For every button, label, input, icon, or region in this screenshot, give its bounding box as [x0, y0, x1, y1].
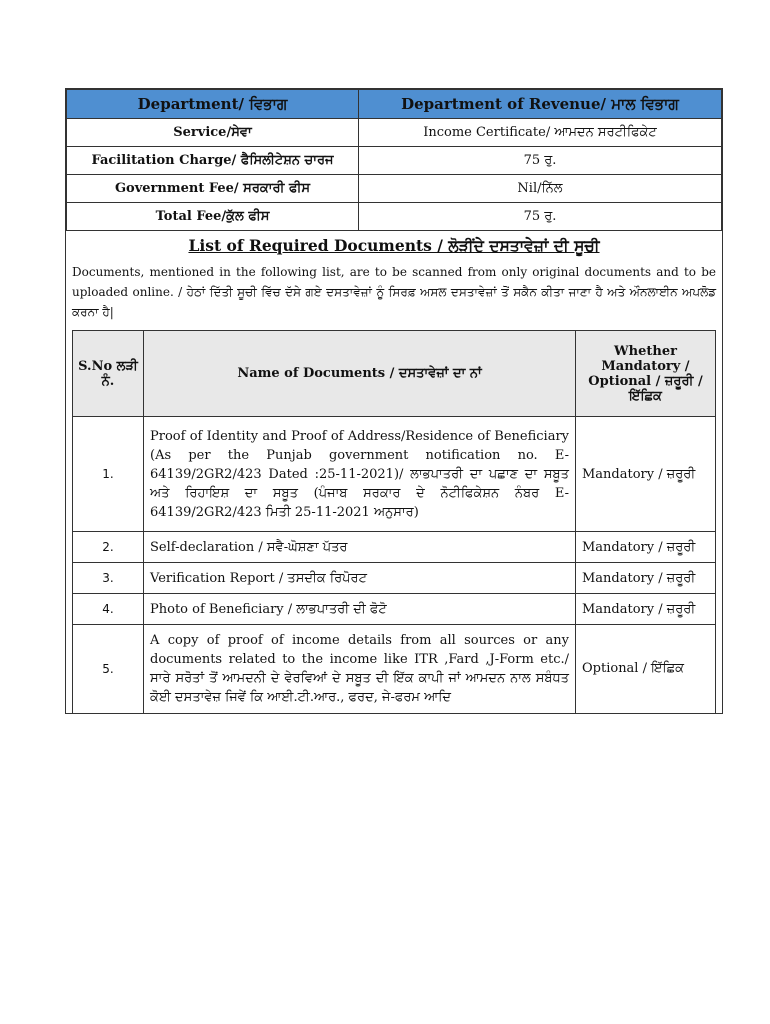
row-status: Optional / ਇੱਛਿਕ — [576, 625, 716, 713]
row-sno: 5. — [73, 625, 144, 713]
row-document-name: Photo of Beneficiary / ਲਾਭਪਾਤਰੀ ਦੀ ਫੋਟੋ — [144, 594, 576, 625]
total-fee-value: 75 ਰੁ. — [359, 203, 722, 231]
instructions-note: Documents, mentioned in the following list, are to be scanned from only original documents and to be uploaded online. / ਹੇਠਾਂ ਦਿੱਤੀ ਸੂਚੀ ਵਿੱਚ ਦੱਸੇ ਗਏ ਦਸਤਾਵੇਜ਼ਾਂ ਨੂੰ ਸਿਰਫ਼ ਅਸਲ ਦਸਤਾਵੇਜ਼ਾਂ ਤੋਂ ਸਕੈਨ ਕੀਤਾ ਜਾਣਾ ਹੈ ਅਤੇ ਔਨਲਾਈਨ ਅਪਲੋਡ ਕਰਨਾ ਹੈ| — [72, 265, 716, 319]
total-fee-label: Total Fee/ਕੁੱਲ ਫੀਸ — [67, 203, 359, 231]
row-status: Mandatory / ਜ਼ਰੂਰੀ — [576, 594, 716, 625]
sno-header: S.No ਲੜੀ ਨੰ. — [73, 331, 144, 417]
row-sno: 3. — [73, 563, 144, 594]
documents-header-row — [73, 331, 716, 417]
government-fee-value: Nil/ਨਿੱਲ — [359, 175, 722, 203]
service-value: Income Certificate/ ਆਮਦਨ ਸਰਟੀਫਿਕੇਟ — [359, 119, 722, 147]
table-row — [73, 532, 716, 563]
service-info-table — [66, 89, 722, 231]
row-sno: 2. — [73, 532, 144, 563]
row-sno: 1. — [73, 417, 144, 532]
info-row-facilitation — [67, 147, 722, 175]
department-value: Department of Revenue/ ਮਾਲ ਵਿਭਾਗ — [359, 90, 722, 119]
department-label: Department/ ਵਿਭਾਗ — [67, 90, 359, 119]
info-row-service — [67, 119, 722, 147]
row-sno: 4. — [73, 594, 144, 625]
service-label: Service/ਸੇਵਾ — [67, 119, 359, 147]
table-row — [73, 563, 716, 594]
table-row — [73, 625, 716, 713]
facilitation-charge-value: 75 ਰੁ. — [359, 147, 722, 175]
documents-table — [72, 330, 716, 713]
table-row — [73, 417, 716, 532]
row-document-name: Self-declaration / ਸਵੈ-ਘੋਸ਼ਣਾ ਪੱਤਰ — [144, 532, 576, 563]
row-status: Mandatory / ਜ਼ਰੂਰੀ — [576, 417, 716, 532]
header-row — [67, 90, 722, 119]
table-row — [73, 594, 716, 625]
row-status: Mandatory / ਜ਼ਰੂਰੀ — [576, 532, 716, 563]
info-row-total-fee — [67, 203, 722, 231]
document-name-header: Name of Documents / ਦਸਤਾਵੇਜ਼ਾਂ ਦਾ ਨਾਂ — [144, 331, 576, 417]
row-document-name: Proof of Identity and Proof of Address/Residence of Beneficiary (As per the Punjab government notification no. E-64139/2GR2/423 Dated :25-11-2021)/ ਲਾਭਪਾਤਰੀ ਦਾ ਪਛਾਣ ਦਾ ਸਬੂਤ ਅਤੇ ਰਿਹਾਇਸ਼ ਦਾ ਸਬੂਤ (ਪੰਜਾਬ ਸਰਕਾਰ ਦੇ ਨੋਟੀਫਿਕੇਸ਼ਨ ਨੰਬਰ E-64139/2GR2/423 ਮਿਤੀ 25-11-2021 ਅਨੁਸਾਰ) — [144, 417, 576, 532]
facilitation-charge-label: Facilitation Charge/ ਫੈਸਿਲੀਟੇਸ਼ਨ ਚਾਰਜ — [67, 147, 359, 175]
row-status: Mandatory / ਜ਼ਰੂਰੀ — [576, 563, 716, 594]
fee-details-frame — [65, 88, 723, 714]
row-document-name: Verification Report / ਤਸਦੀਕ ਰਿਪੋਰਟ — [144, 563, 576, 594]
government-fee-label: Government Fee/ ਸਰਕਾਰੀ ਫੀਸ — [67, 175, 359, 203]
info-row-government-fee — [67, 175, 722, 203]
required-documents-title: List of Required Documents / ਲੋੜੀਂਦੇ ਦਸਤਾਵੇਜ਼ਾਂ ਦੀ ਸੂਚੀ — [188, 236, 600, 255]
status-header: Whether Mandatory / Optional / ਜ਼ਰੂਰੀ / ਇੱਛਿਕ — [576, 331, 716, 417]
row-document-name: A copy of proof of income details from all sources or any documents related to the income like ITR ,Fard ,J-Form etc./ ਸਾਰੇ ਸਰੋਤਾਂ ਤੋਂ ਆਮਦਨੀ ਦੇ ਵੇਰਵਿਆਂ ਦੇ ਸਬੂਤ ਦੀ ਇੱਕ ਕਾਪੀ ਜਾਂ ਆਮਦਨ ਨਾਲ ਸਬੰਧਤ ਕੋਈ ਦਸਤਾਵੇਜ਼ ਜਿਵੇਂ ਕਿ ਆਈ.ਟੀ.ਆਰ., ਫਰਦ, ਜੇ-ਫਰਮ ਆਦਿ — [144, 625, 576, 713]
